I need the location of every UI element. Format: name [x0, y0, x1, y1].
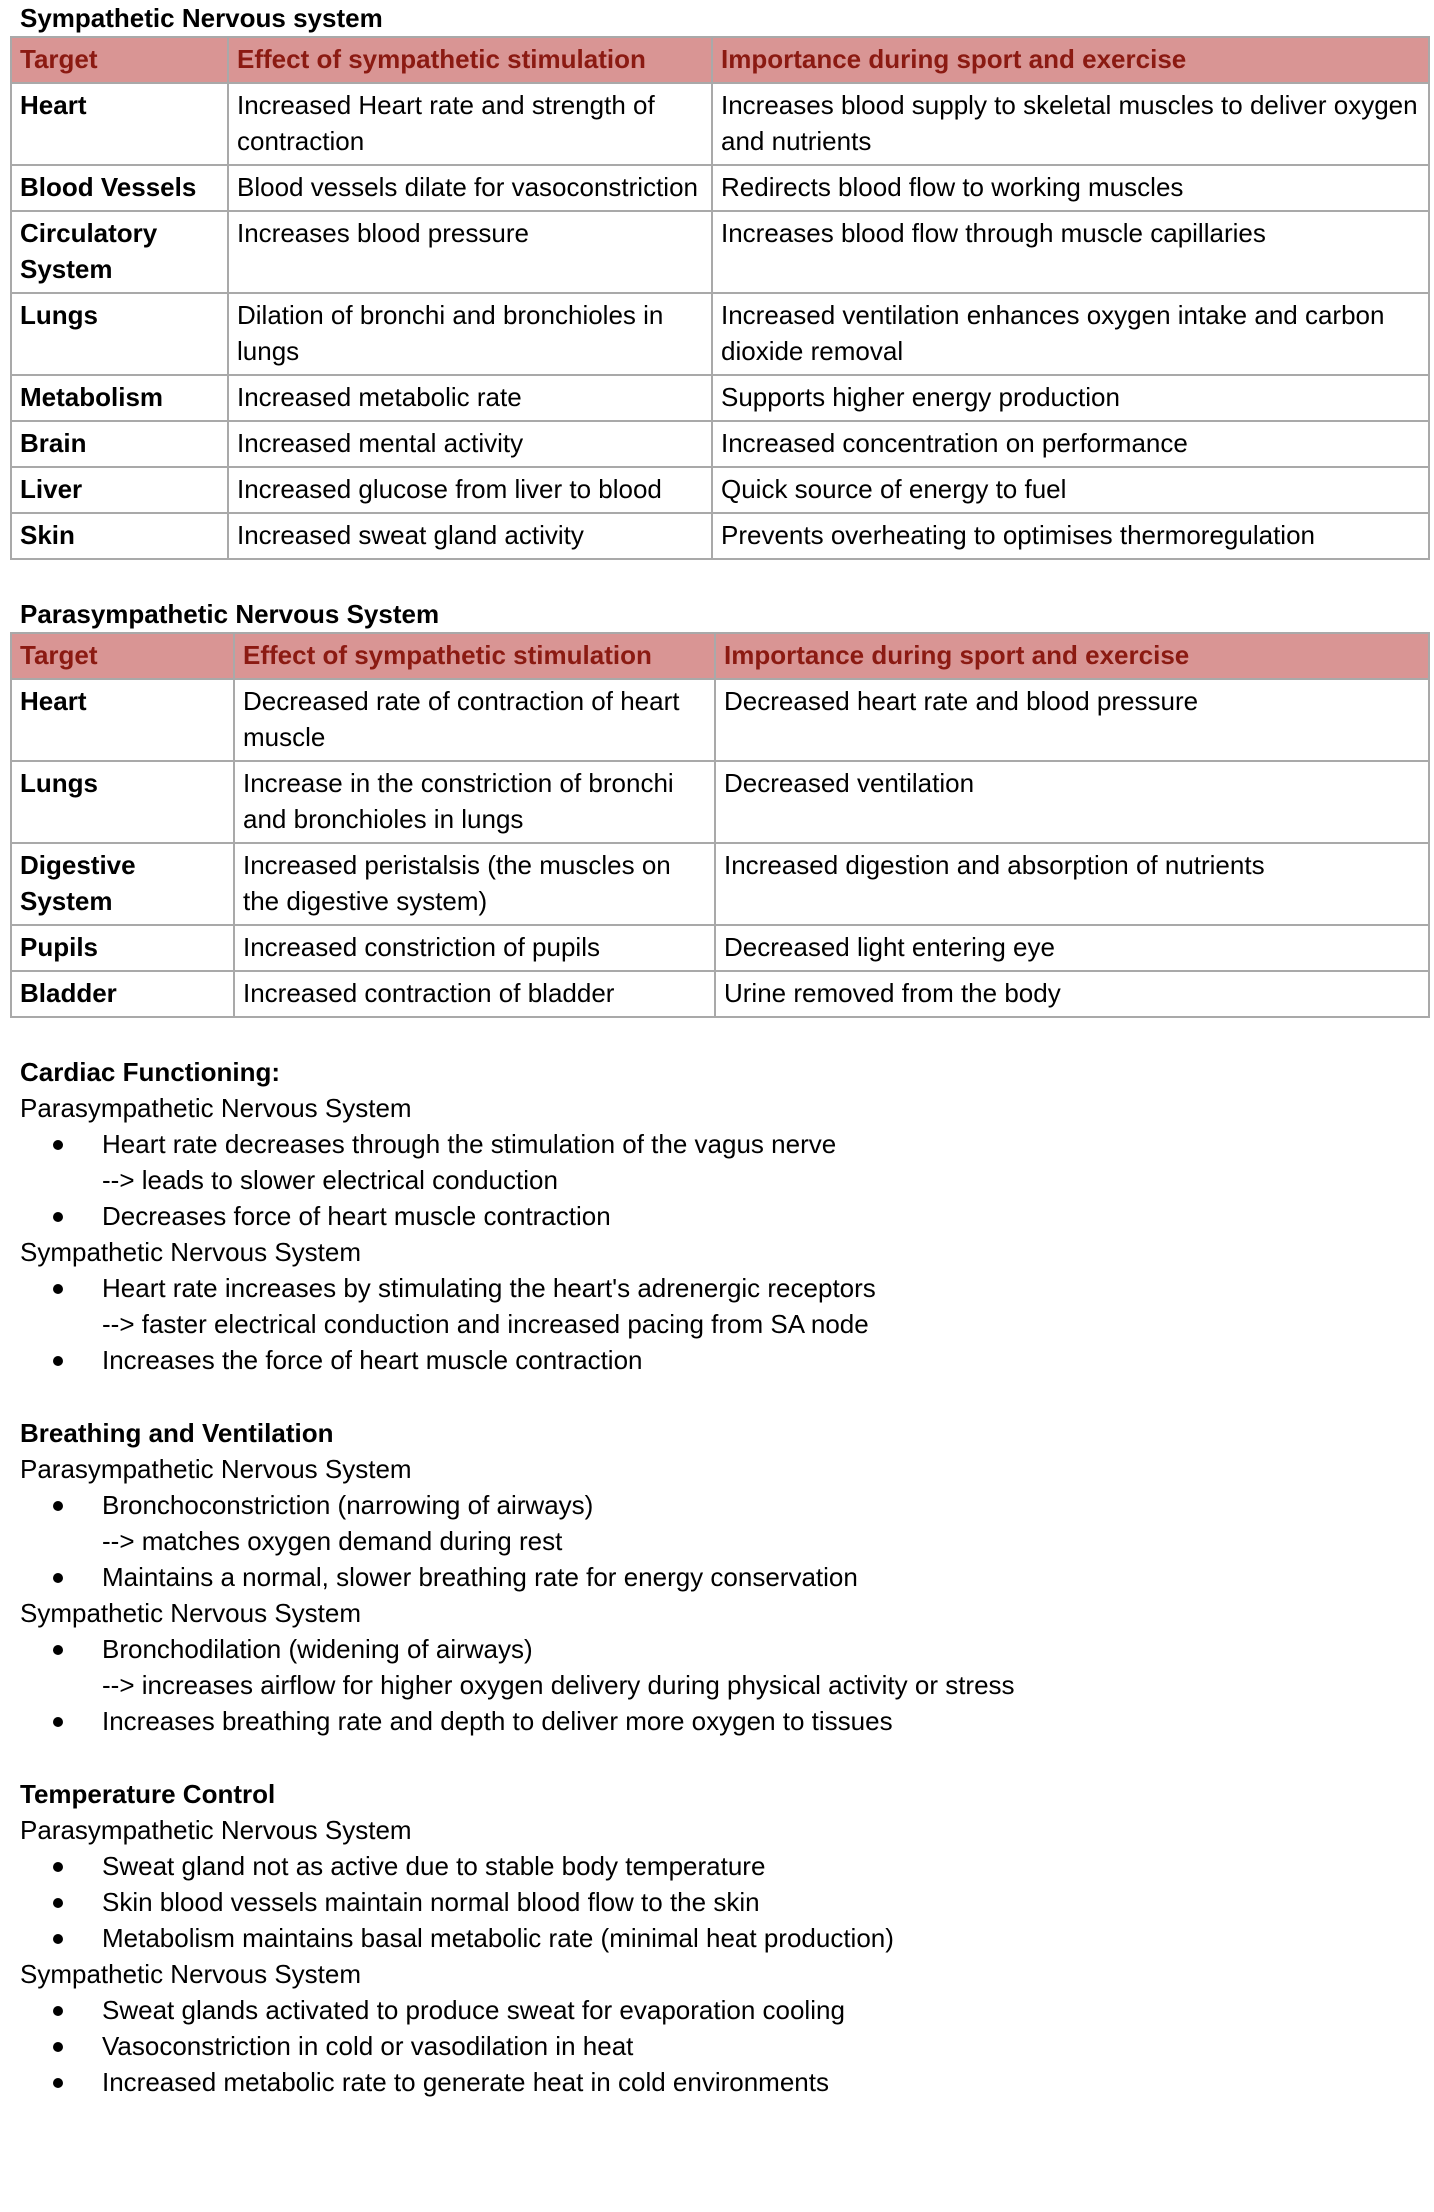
- cell-target: Heart: [11, 679, 234, 761]
- cell-effect: Increases blood pressure: [228, 211, 712, 293]
- breathing-para-list: [20, 1487, 1434, 1595]
- list-item: [20, 1270, 1434, 1342]
- cell-importance: Quick source of energy to fuel: [712, 467, 1429, 513]
- temperature-para-list: [20, 1848, 1434, 1956]
- cell-effect: Increased Heart rate and strength of contraction: [228, 83, 712, 165]
- temperature-heading: Temperature Control: [20, 1779, 276, 1809]
- cell-effect: Increased contraction of bladder: [234, 971, 715, 1017]
- cell-importance: Decreased heart rate and blood pressure: [715, 679, 1429, 761]
- cardiac-symp-label: Sympathetic Nervous System: [20, 1237, 362, 1267]
- list-item: [20, 1631, 1434, 1703]
- header-effect: Effect of sympathetic stimulation: [234, 633, 715, 679]
- list-item-text: Decreases force of heart muscle contraction: [102, 1201, 611, 1231]
- table-row: [11, 513, 1429, 559]
- table-row: [11, 165, 1429, 211]
- cardiac-heading: Cardiac Functioning:: [20, 1057, 280, 1087]
- sympathetic-table: [10, 36, 1430, 560]
- table-row: [11, 971, 1429, 1017]
- table-row: [11, 211, 1429, 293]
- cell-target: Skin: [11, 513, 228, 559]
- cell-effect: Blood vessels dilate for vasoconstriction: [228, 165, 712, 211]
- cardiac-symp-list: [20, 1270, 1434, 1378]
- list-item-text: Increases the force of heart muscle contraction: [102, 1345, 643, 1375]
- cell-importance: Increased concentration on performance: [712, 421, 1429, 467]
- list-item: [20, 1884, 1434, 1920]
- table-row: [11, 761, 1429, 843]
- list-item-text: Metabolism maintains basal metabolic rate (minimal heat production): [102, 1923, 894, 1953]
- cell-target: Metabolism: [11, 375, 228, 421]
- header-importance: Importance during sport and exercise: [715, 633, 1429, 679]
- cell-effect: Increased mental activity: [228, 421, 712, 467]
- cell-target: Liver: [11, 467, 228, 513]
- cell-effect: Increased glucose from liver to blood: [228, 467, 712, 513]
- cell-target: Bladder: [11, 971, 234, 1017]
- list-item: [20, 1342, 1434, 1378]
- cell-target: Brain: [11, 421, 228, 467]
- list-item-text: Maintains a normal, slower breathing rate for energy conservation: [102, 1562, 858, 1592]
- breathing-para-label: Parasympathetic Nervous System: [20, 1454, 412, 1484]
- cell-effect: Increased sweat gland activity: [228, 513, 712, 559]
- table-row: [11, 467, 1429, 513]
- sympathetic-title: Sympathetic Nervous system: [20, 3, 383, 33]
- list-item-subtext: --> faster electrical conduction and increased pacing from SA node: [102, 1309, 869, 1339]
- cell-target: Pupils: [11, 925, 234, 971]
- header-target: Target: [11, 37, 228, 83]
- list-item: [20, 2064, 1434, 2100]
- table-header-row: [11, 633, 1429, 679]
- list-item: [20, 1703, 1434, 1739]
- cardiac-para-list: [20, 1126, 1434, 1234]
- list-item: [20, 1487, 1434, 1559]
- cell-effect: Increased metabolic rate: [228, 375, 712, 421]
- parasympathetic-rows: [11, 679, 1429, 1017]
- list-item-text: Increased metabolic rate to generate heat in cold environments: [102, 2067, 829, 2097]
- cell-target: Blood Vessels: [11, 165, 228, 211]
- parasympathetic-table: [10, 632, 1430, 1018]
- list-item: [20, 1198, 1434, 1234]
- cell-effect: Increased peristalsis (the muscles on the digestive system): [234, 843, 715, 925]
- breathing-heading: Breathing and Ventilation: [20, 1418, 334, 1448]
- table-row: [11, 83, 1429, 165]
- list-item-text: Bronchoconstriction (narrowing of airways): [102, 1490, 594, 1520]
- list-item-text: Increases breathing rate and depth to deliver more oxygen to tissues: [102, 1706, 893, 1736]
- header-importance: Importance during sport and exercise: [712, 37, 1429, 83]
- cell-importance: Prevents overheating to optimises thermoregulation: [712, 513, 1429, 559]
- list-item-subtext: --> matches oxygen demand during rest: [102, 1526, 563, 1556]
- table-row: [11, 843, 1429, 925]
- table-row: [11, 679, 1429, 761]
- cell-importance: Decreased ventilation: [715, 761, 1429, 843]
- cell-importance: Increases blood flow through muscle capillaries: [712, 211, 1429, 293]
- cell-effect: Increased constriction of pupils: [234, 925, 715, 971]
- header-target: Target: [11, 633, 234, 679]
- breathing-symp-label: Sympathetic Nervous System: [20, 1598, 362, 1628]
- list-item-text: Heart rate increases by stimulating the heart's adrenergic receptors: [102, 1273, 876, 1303]
- cell-effect: Dilation of bronchi and bronchioles in lungs: [228, 293, 712, 375]
- temperature-section: [20, 1776, 1434, 2100]
- list-item-text: Vasoconstriction in cold or vasodilation in heat: [102, 2031, 634, 2061]
- list-item: [20, 1559, 1434, 1595]
- table-row: [11, 293, 1429, 375]
- list-item: [20, 1920, 1434, 1956]
- cell-importance: Supports higher energy production: [712, 375, 1429, 421]
- temperature-para-label: Parasympathetic Nervous System: [20, 1815, 412, 1845]
- cell-target: Digestive System: [11, 843, 234, 925]
- table-row: [11, 421, 1429, 467]
- temperature-symp-label: Sympathetic Nervous System: [20, 1959, 362, 1989]
- sympathetic-rows: [11, 83, 1429, 559]
- breathing-symp-list: [20, 1631, 1434, 1739]
- temperature-symp-list: [20, 1992, 1434, 2100]
- cell-importance: Increased digestion and absorption of nutrients: [715, 843, 1429, 925]
- table-row: [11, 925, 1429, 971]
- list-item-text: Heart rate decreases through the stimulation of the vagus nerve: [102, 1129, 837, 1159]
- list-item-text: Sweat glands activated to produce sweat for evaporation cooling: [102, 1995, 845, 2025]
- list-item-subtext: --> leads to slower electrical conduction: [102, 1165, 558, 1195]
- cell-importance: Redirects blood flow to working muscles: [712, 165, 1429, 211]
- cell-importance: Urine removed from the body: [715, 971, 1429, 1017]
- list-item-text: Sweat gland not as active due to stable body temperature: [102, 1851, 766, 1881]
- list-item-subtext: --> increases airflow for higher oxygen delivery during physical activity or stress: [102, 1670, 1015, 1700]
- cell-target: Lungs: [11, 293, 228, 375]
- list-item: [20, 1848, 1434, 1884]
- cell-effect: Decreased rate of contraction of heart muscle: [234, 679, 715, 761]
- cell-importance: Increases blood supply to skeletal muscles to deliver oxygen and nutrients: [712, 83, 1429, 165]
- cell-importance: Decreased light entering eye: [715, 925, 1429, 971]
- list-item: [20, 1126, 1434, 1198]
- cell-target: Circulatory System: [11, 211, 228, 293]
- parasympathetic-title: Parasympathetic Nervous System: [20, 599, 440, 629]
- header-effect: Effect of sympathetic stimulation: [228, 37, 712, 83]
- table-row: [11, 375, 1429, 421]
- list-item: [20, 1992, 1434, 2028]
- list-item-text: Skin blood vessels maintain normal blood flow to the skin: [102, 1887, 760, 1917]
- cell-target: Heart: [11, 83, 228, 165]
- breathing-section: [20, 1415, 1434, 1739]
- cell-effect: Increase in the constriction of bronchi and bronchioles in lungs: [234, 761, 715, 843]
- cell-importance: Increased ventilation enhances oxygen intake and carbon dioxide removal: [712, 293, 1429, 375]
- cardiac-section: [20, 1054, 1434, 1378]
- cell-target: Lungs: [11, 761, 234, 843]
- table-header-row: [11, 37, 1429, 83]
- list-item: [20, 2028, 1434, 2064]
- cardiac-para-label: Parasympathetic Nervous System: [20, 1093, 412, 1123]
- list-item-text: Bronchodilation (widening of airways): [102, 1634, 533, 1664]
